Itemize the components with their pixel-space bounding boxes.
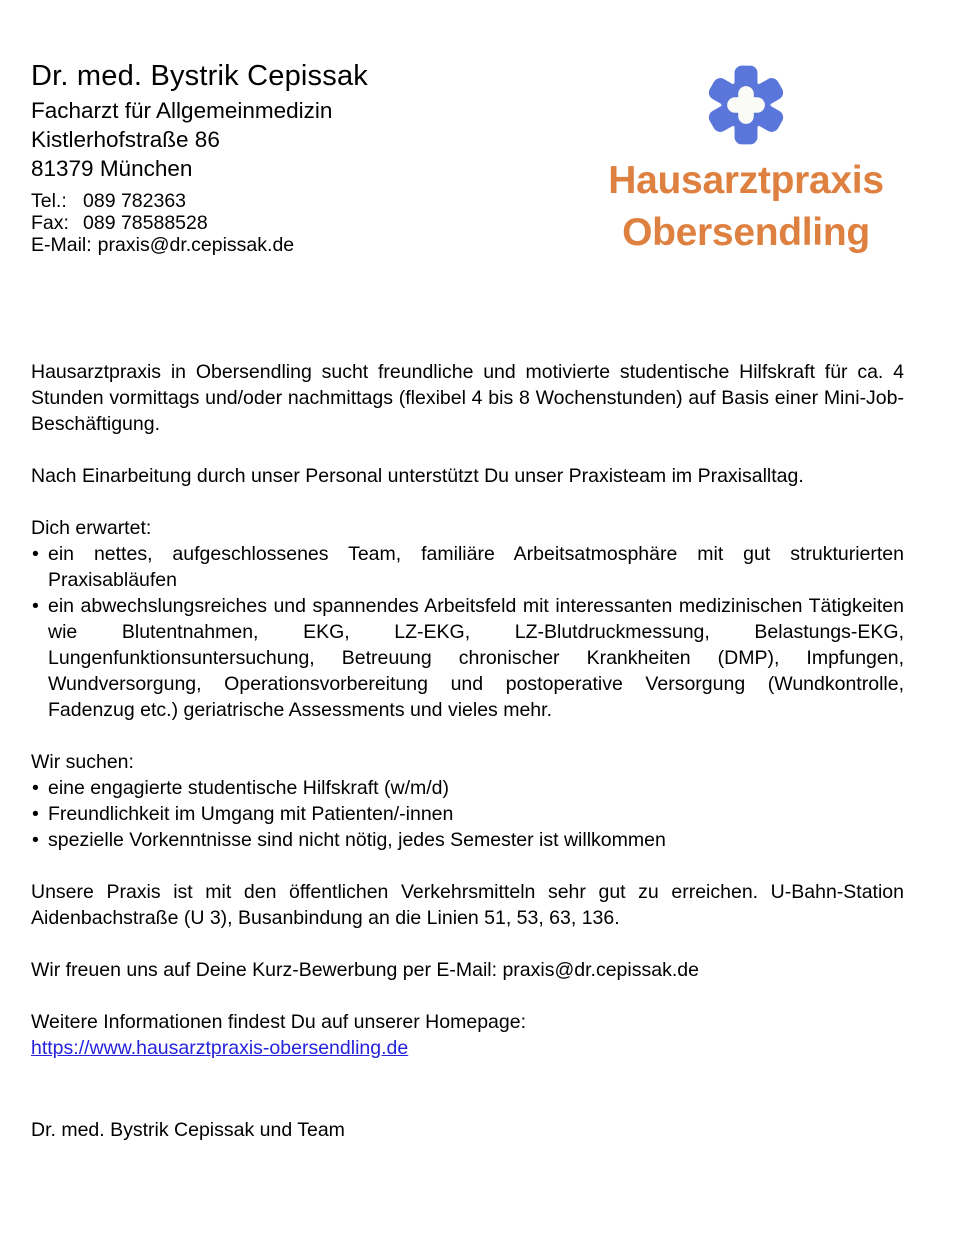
phone-label: Tel.: — [31, 190, 67, 212]
training-paragraph: Nach Einarbeitung durch unser Personal unterstützt Du unser Praxisteam im Praxisalltag. — [31, 465, 804, 487]
logo-wordmark — [576, 155, 916, 259]
bullet-icon: • — [32, 803, 39, 825]
bullet-icon: • — [32, 543, 39, 565]
letterhead — [31, 58, 551, 256]
email-address: praxis@dr.cepissak.de — [97, 234, 295, 256]
list-item — [31, 827, 904, 853]
fax-line — [31, 212, 551, 234]
homepage-note: Weitere Informationen findest Du auf unserer Homepage: — [31, 1011, 526, 1033]
expect-heading: Dich erwartet: — [31, 517, 152, 539]
homepage-link[interactable]: https://www.hausarztpraxis-obersendling.de — [31, 1037, 409, 1059]
contact-block — [31, 190, 551, 256]
homepage-link-line — [31, 1035, 904, 1061]
doctor-city: 81379 München — [31, 156, 193, 181]
bullet-icon: • — [32, 829, 39, 851]
doctor-name: Dr. med. Bystrik Cepissak — [31, 60, 368, 92]
doctor-street: Kistlerhofstraße 86 — [31, 127, 220, 152]
logo-wordmark-line2: Obersendling — [622, 211, 870, 254]
letter-body — [31, 359, 904, 1143]
application-paragraph: Wir freuen uns auf Deine Kurz-Bewerbung per E-Mail: praxis@dr.cepissak.de — [31, 959, 699, 981]
phone-line — [31, 190, 551, 212]
list-item — [31, 775, 904, 801]
seek-list — [31, 775, 904, 853]
signature-line: Dr. med. Bystrik Cepissak und Team — [31, 1119, 345, 1141]
email-label: E-Mail: — [31, 234, 92, 256]
gear-cross-icon — [705, 63, 787, 147]
seek-heading: Wir suchen: — [31, 751, 134, 773]
list-item-text: spezielle Vorkenntnisse sind nicht nötig, jedes Semester ist willkommen — [48, 829, 666, 851]
list-item-text: ein abwechslungsreiches und spannendes Arbeitsfeld mit interessanten medizinischen Tätigkeiten wie Blutentnahmen, EKG, LZ-EKG, LZ-Blutdruckmessung, Belastungs-EKG, Lungenfunktionsuntersuchung, Betreuung chronischer Krankheiten (DMP), Impfungen, Wundversorgung, Operationsvorbereitung und postoperative Versorgung (Wundkontrolle, Fadenzug etc.) geriatrische Assessments und vieles mehr. — [48, 595, 904, 721]
list-item — [31, 593, 904, 723]
email-line — [31, 234, 551, 256]
bullet-icon: • — [32, 777, 39, 799]
expect-list — [31, 541, 904, 723]
phone-number: 089 782363 — [83, 190, 187, 212]
list-item — [31, 801, 904, 827]
list-item-text: ein nettes, aufgeschlossenes Team, familiäre Arbeitsatmosphäre mit gut strukturierten Praxisabläufen — [48, 543, 904, 591]
doctor-specialty: Facharzt für Allgemeinmedizin — [31, 98, 333, 123]
fax-number: 089 78588528 — [83, 212, 208, 234]
intro-paragraph: Hausarztpraxis in Obersendling sucht freundliche und motivierte studentische Hilfskraft für ca. 4 Stunden vormittags und/oder nachmittags (flexibel 4 bis 8 Wochenstunden) auf Basis einer Mini-Job-Beschäftigung. — [31, 361, 904, 435]
list-item — [31, 541, 904, 593]
list-item-text: Freundlichkeit im Umgang mit Patienten/-innen — [48, 803, 454, 825]
list-item-text: eine engagierte studentische Hilfskraft (w/m/d) — [48, 777, 450, 799]
logo-wordmark-line1: Hausarztpraxis — [608, 159, 884, 202]
practice-logo — [576, 63, 916, 259]
fax-label: Fax: — [31, 212, 69, 234]
transport-paragraph: Unsere Praxis ist mit den öffentlichen Verkehrsmitteln sehr gut zu erreichen. U-Bahn-Station Aidenbachstraße (U 3), Busanbindung an die Linien 51, 53, 63, 136. — [31, 881, 904, 929]
bullet-icon: • — [32, 595, 39, 617]
